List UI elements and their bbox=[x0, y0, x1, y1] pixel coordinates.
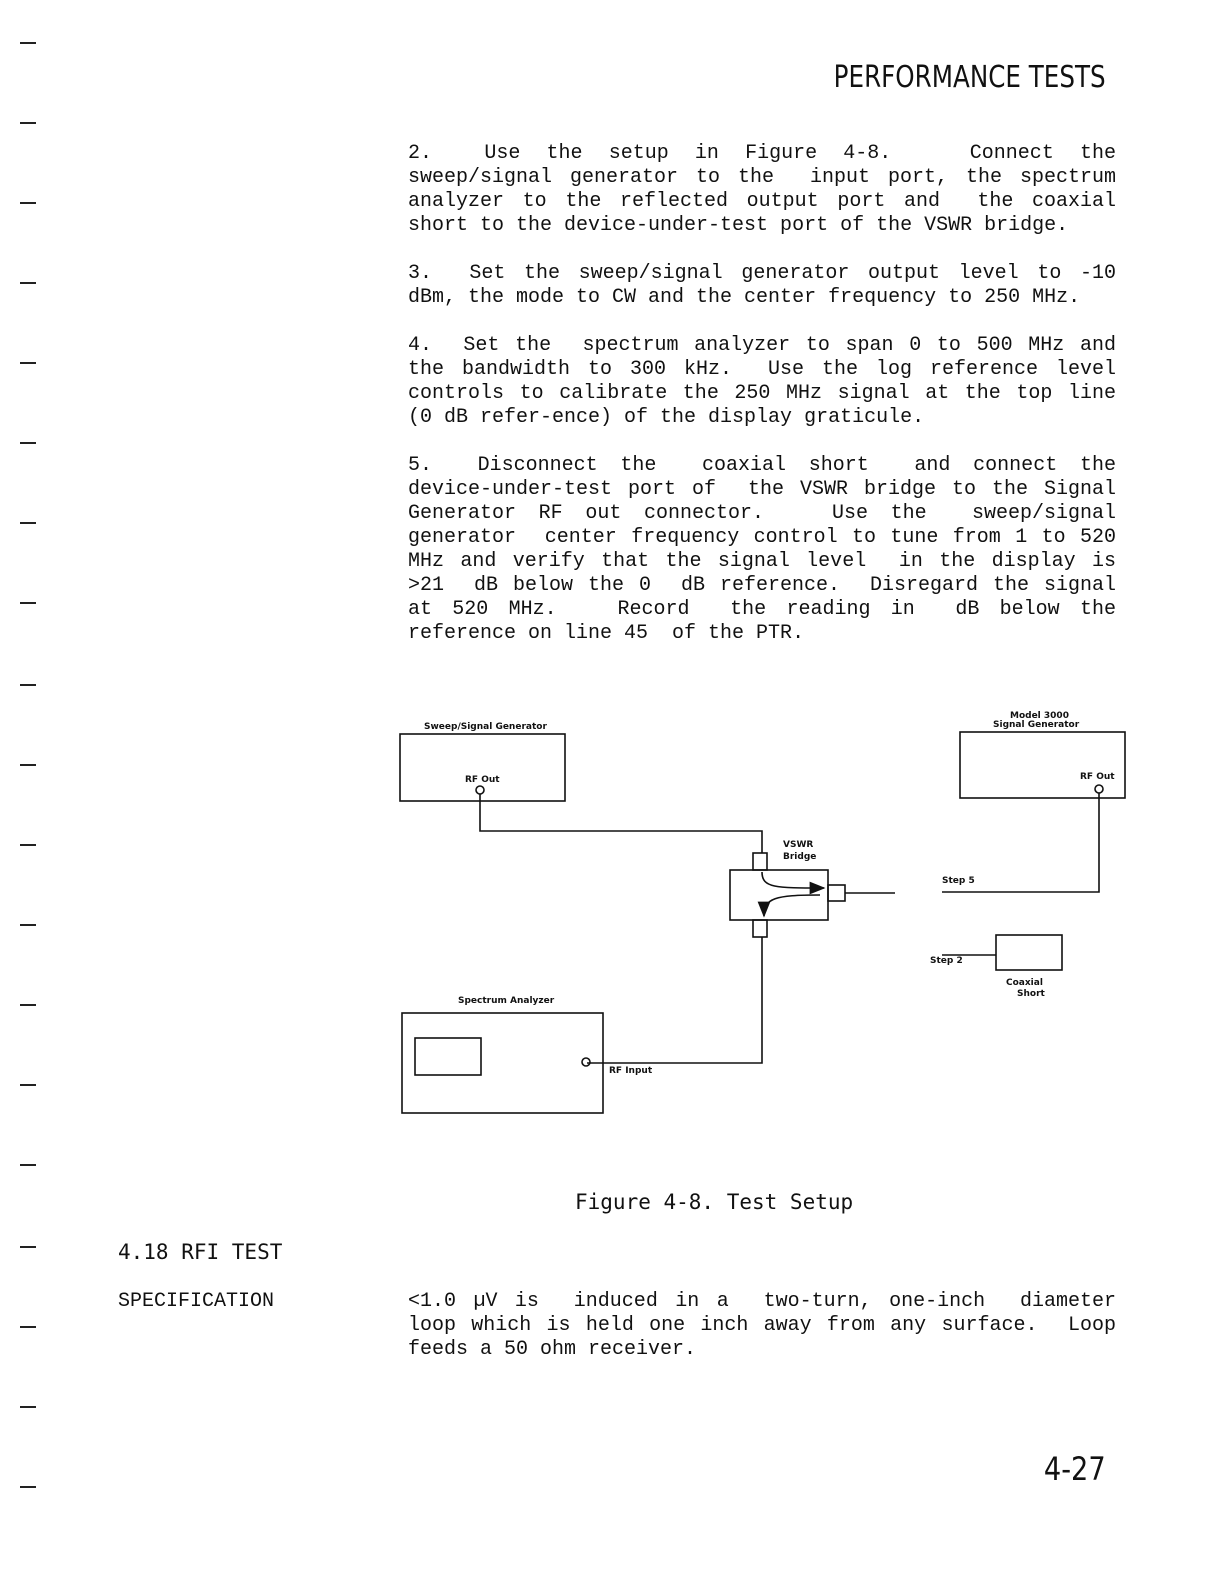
step-5-paragraph: 5. Disconnect the coaxial short and connect the device-under-test port of the VSWR bridge to the Signal Generator RF out connector. Use the sweep/signal generator center frequency control to tune from 1 to 520 MHz and verify that the signal level in the display is >21 dB below the 0 dB reference. Disregard the signal at 520 MHz. Record the reading in dB below the reference on line 45 of the PTR. bbox=[408, 454, 1141, 645]
step-4-paragraph: 4. Set the spectrum analyzer to span 0 to 500 MHz and the bandwidth to 300 kHz. Use the log reference level controls to calibrate the 250 MHz signal at the top line (0 dB refer-ence) of the display graticule. bbox=[408, 334, 1129, 429]
short-label: Short bbox=[1017, 989, 1045, 999]
binding-mark bbox=[20, 1486, 36, 1488]
binding-mark bbox=[20, 362, 36, 364]
cable-bridge-to-analyzer bbox=[587, 937, 762, 1063]
test-setup-diagram bbox=[390, 690, 1150, 1140]
bridge-label: Bridge bbox=[783, 852, 817, 862]
sweep-rf-out-connector bbox=[476, 786, 484, 794]
section-heading: 4.18 RFI TEST bbox=[118, 1240, 283, 1264]
spectrum-analyzer-screen bbox=[415, 1038, 481, 1075]
bridge-dut-port bbox=[828, 885, 845, 901]
step-5-label: Step 5 bbox=[942, 876, 975, 886]
binding-mark bbox=[20, 1246, 36, 1248]
binding-mark bbox=[20, 442, 36, 444]
model-rf-out-label: RF Out bbox=[1080, 772, 1115, 782]
binding-mark bbox=[20, 522, 36, 524]
model-3000-box bbox=[960, 732, 1125, 798]
step-3-paragraph: 3. Set the sweep/signal generator output level to -10 dBm, the mode to CW and the center frequency to 250 MHz. bbox=[408, 262, 1129, 309]
sweep-generator-box bbox=[400, 734, 565, 801]
page-number: 4-27 bbox=[1044, 1450, 1106, 1488]
binding-mark bbox=[20, 1004, 36, 1006]
binding-mark bbox=[20, 844, 36, 846]
binding-mark bbox=[20, 1164, 36, 1166]
cable-sweep-to-bridge bbox=[480, 794, 762, 853]
bridge-output-port bbox=[753, 920, 767, 937]
binding-mark bbox=[20, 684, 36, 686]
model-signal-generator-label: Signal Generator bbox=[993, 720, 1080, 730]
step-2-label: Step 2 bbox=[930, 956, 963, 966]
binding-mark bbox=[20, 282, 36, 284]
spectrum-analyzer-box bbox=[402, 1013, 603, 1113]
step-2-paragraph: 2. Use the setup in Figure 4-8. Connect the sweep/signal generator to the input port, the spectrum analyzer to the reflected output port and the coaxial short to the device-under-test port of the VSWR bridge. bbox=[408, 142, 1141, 237]
binding-mark bbox=[20, 42, 36, 44]
sweep-rf-out-label: RF Out bbox=[465, 775, 500, 785]
page-header-title: PERFORMANCE TESTS bbox=[834, 60, 1106, 95]
binding-mark bbox=[20, 1406, 36, 1408]
bridge-reflected-arrow bbox=[764, 895, 820, 916]
specification-label: SPECIFICATION bbox=[118, 1290, 275, 1313]
model-rf-out-connector bbox=[1095, 785, 1103, 793]
binding-mark bbox=[20, 1326, 36, 1328]
binding-mark bbox=[20, 764, 36, 766]
rf-input-label: RF Input bbox=[609, 1066, 653, 1076]
model-3000-label: Model 3000 bbox=[1010, 711, 1069, 721]
specification-text: <1.0 µV is induced in a two-turn, one-inch diameter loop which is held one inch away from any surface. Loop feeds a 50 ohm receiver. bbox=[408, 1290, 1129, 1361]
bridge-input-port bbox=[753, 853, 767, 870]
coaxial-label: Coaxial bbox=[1006, 978, 1043, 988]
sweep-generator-label: Sweep/Signal Generator bbox=[424, 722, 547, 732]
vswr-label: VSWR bbox=[783, 840, 814, 850]
binding-mark bbox=[20, 1084, 36, 1086]
binding-mark bbox=[20, 202, 36, 204]
binding-mark bbox=[20, 924, 36, 926]
spectrum-analyzer-label: Spectrum Analyzer bbox=[458, 996, 555, 1006]
test-setup-figure bbox=[390, 690, 1150, 1140]
binding-mark bbox=[20, 602, 36, 604]
bridge-forward-arrow bbox=[762, 872, 824, 888]
figure-caption: Figure 4-8. Test Setup bbox=[575, 1190, 854, 1214]
binding-mark bbox=[20, 122, 36, 124]
analyzer-rf-input-connector bbox=[582, 1058, 590, 1066]
coaxial-short-box bbox=[996, 935, 1062, 970]
